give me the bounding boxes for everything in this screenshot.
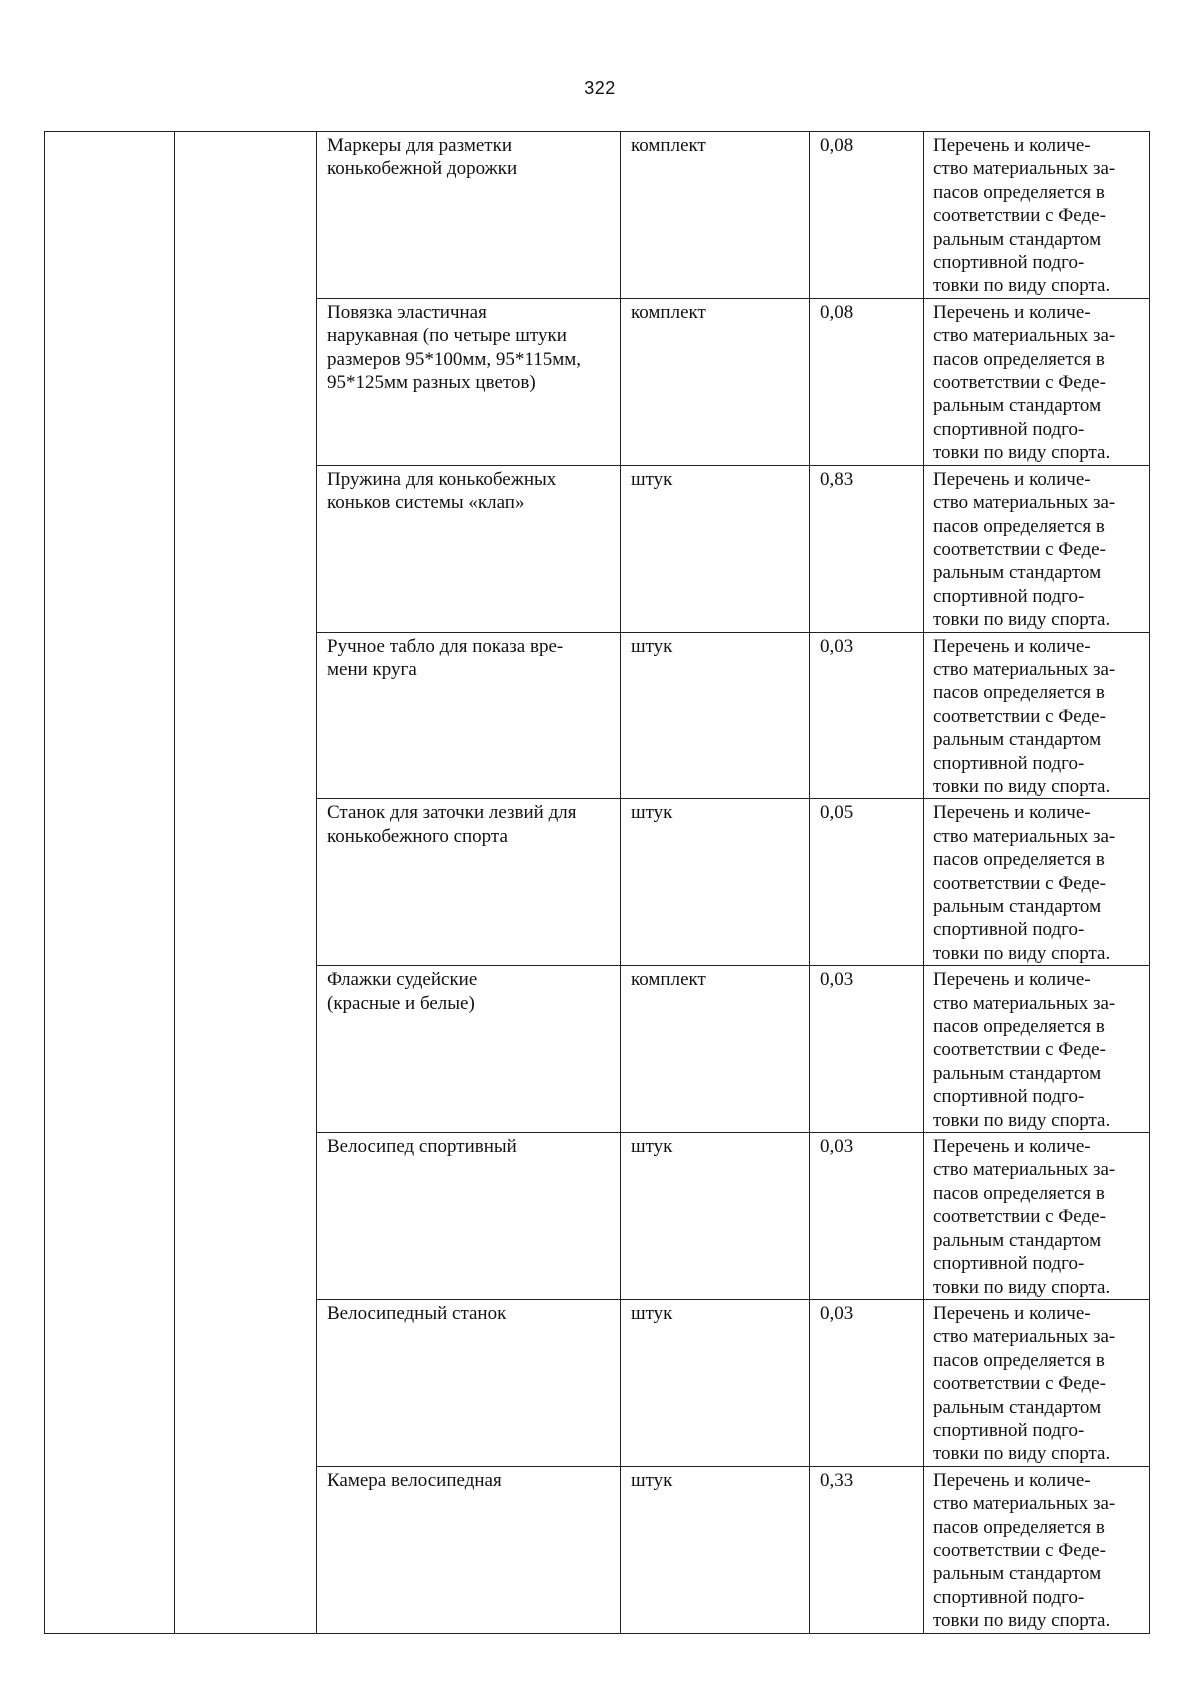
note-line: товки по виду спорта. — [933, 1443, 1111, 1465]
note-line: соответствии с Феде- — [933, 372, 1106, 394]
note-line: спортивной подго- — [933, 919, 1085, 941]
note-line: соответствии с Феде- — [933, 1039, 1106, 1061]
note-line: ральным стандартом — [933, 1229, 1102, 1251]
note-line: ство материальных за- — [933, 492, 1116, 514]
table-body — [45, 132, 1150, 1634]
unit-cell — [621, 1466, 810, 1633]
table-row — [45, 132, 1150, 299]
note-line: спортивной подго- — [933, 585, 1085, 607]
note-line: ральным стандартом — [933, 896, 1102, 917]
item-name-cell — [317, 298, 621, 465]
note-line: соответствии с Феде- — [933, 1539, 1106, 1561]
note-line: спортивной подго- — [933, 252, 1085, 274]
quantity-cell — [810, 1133, 924, 1300]
unit-cell — [621, 799, 810, 966]
note-line: ральным стандартом — [933, 1563, 1102, 1585]
quantity-cell — [810, 298, 924, 465]
item-name-cell — [317, 1133, 621, 1300]
note-line: ральным стандартом — [933, 1396, 1102, 1418]
quantity-cell — [810, 132, 924, 299]
unit-cell — [621, 632, 810, 799]
quantity-cell — [810, 1466, 924, 1633]
item-name-cell — [317, 132, 621, 299]
unit-cell — [621, 465, 810, 632]
item-name-line: Велосипед спортивный — [327, 1136, 517, 1158]
note-line: пасов определяется в — [933, 515, 1105, 537]
note-line: соответствии с Феде- — [933, 205, 1106, 227]
unit-text: штук — [631, 1469, 673, 1491]
quantity-value: 0,03 — [820, 1136, 854, 1158]
unit-cell — [621, 298, 810, 465]
quantity-value: 0,08 — [820, 135, 854, 156]
item-name-line: Камера велосипедная — [327, 1469, 502, 1491]
quantity-cell — [810, 1299, 924, 1466]
item-name-line: конькобежной дорожки — [327, 158, 518, 180]
note-line: соответствии с Феде- — [933, 1373, 1106, 1395]
unit-text: комплект — [631, 969, 706, 991]
unit-text: штук — [631, 1136, 673, 1158]
note-line: товки по виду спорта. — [933, 442, 1111, 464]
quantity-value: 0,33 — [820, 1469, 854, 1491]
note-line: пасов определяется в — [933, 1349, 1105, 1371]
note-line: товки по виду спорта. — [933, 1610, 1111, 1632]
note-line: ство материальных за- — [933, 1326, 1116, 1348]
note-line: ство материальных за- — [933, 1493, 1116, 1515]
item-name-line: Пружина для конькобежных — [327, 468, 557, 490]
unit-cell — [621, 1133, 810, 1300]
note-line: спортивной подго- — [933, 1419, 1085, 1441]
note-line: Перечень и количе- — [933, 1302, 1091, 1324]
quantity-value: 0,05 — [820, 802, 854, 824]
unit-text: комплект — [631, 301, 706, 323]
note-line: спортивной подго- — [933, 1253, 1085, 1275]
note-cell — [924, 465, 1150, 632]
item-name-cell — [317, 465, 621, 632]
note-line: ство материальных за- — [933, 992, 1116, 1014]
note-line: ральным стандартом — [933, 729, 1102, 751]
item-name-line: (красные и белые) — [327, 992, 475, 1014]
quantity-cell — [810, 632, 924, 799]
note-line: Перечень и количе- — [933, 1136, 1091, 1158]
note-cell — [924, 799, 1150, 966]
note-cell — [924, 298, 1150, 465]
note-line: спортивной подго- — [933, 1086, 1085, 1108]
note-line: товки по виду спорта. — [933, 609, 1111, 631]
quantity-cell — [810, 966, 924, 1133]
note-line: соответствии с Феде- — [933, 705, 1106, 727]
note-line: Перечень и количе- — [933, 135, 1091, 156]
note-line: ральным стандартом — [933, 228, 1102, 250]
quantity-value: 0,03 — [820, 1302, 854, 1324]
quantity-value: 0,03 — [820, 635, 854, 657]
unit-cell — [621, 1299, 810, 1466]
note-line: соответствии с Феде- — [933, 538, 1106, 560]
note-line: пасов определяется в — [933, 849, 1105, 871]
note-line: Перечень и количе- — [933, 1469, 1091, 1491]
note-cell — [924, 1133, 1150, 1300]
note-cell — [924, 1466, 1150, 1633]
quantity-cell — [810, 799, 924, 966]
merged-empty-cell-left — [45, 132, 175, 1634]
note-line: Перечень и количе- — [933, 969, 1091, 991]
note-cell — [924, 966, 1150, 1133]
item-name-cell — [317, 799, 621, 966]
merged-empty-cell-middle — [175, 132, 317, 1634]
quantity-value: 0,83 — [820, 468, 854, 490]
item-name-line: Велосипедный станок — [327, 1302, 507, 1324]
item-name-line: размеров 95*100мм, 95*115мм, — [327, 348, 581, 370]
note-line: Перечень и количе- — [933, 301, 1091, 323]
note-line: соответствии с Феде- — [933, 872, 1106, 894]
item-name-line: конькобежного спорта — [327, 825, 508, 847]
unit-text: комплект — [631, 135, 706, 156]
note-line: ральным стандартом — [933, 1062, 1102, 1084]
quantity-value: 0,08 — [820, 301, 854, 323]
note-cell — [924, 1299, 1150, 1466]
item-name-line: мени круга — [327, 658, 417, 680]
unit-text: штук — [631, 468, 673, 490]
unit-cell — [621, 132, 810, 299]
note-line: пасов определяется в — [933, 181, 1105, 203]
note-line: ральным стандартом — [933, 395, 1102, 417]
item-name-line: нарукавная (по четыре штуки — [327, 325, 567, 347]
note-line: товки по виду спорта. — [933, 942, 1111, 964]
note-line: спортивной подго- — [933, 418, 1085, 440]
item-name-cell — [317, 632, 621, 799]
note-line: спортивной подго- — [933, 1586, 1085, 1608]
item-name-line: коньков системы «клап» — [327, 492, 525, 514]
item-name-line: Станок для заточки лезвий для — [327, 802, 577, 824]
note-line: спортивной подго- — [933, 752, 1085, 774]
note-line: соответствии с Феде- — [933, 1206, 1106, 1228]
note-line: пасов определяется в — [933, 1016, 1105, 1038]
item-name-cell — [317, 1299, 621, 1466]
item-name-line: Ручное табло для показа вре- — [327, 635, 564, 657]
unit-text: штук — [631, 635, 673, 657]
unit-cell — [621, 966, 810, 1133]
item-name-line: Маркеры для разметки — [327, 135, 512, 156]
note-line: ство материальных за- — [933, 325, 1116, 347]
note-line: Перечень и количе- — [933, 802, 1091, 824]
item-name-line: Флажки судейские — [327, 969, 478, 991]
note-line: товки по виду спорта. — [933, 775, 1111, 797]
note-cell — [924, 132, 1150, 299]
equipment-table — [44, 131, 1150, 1634]
note-line: Перечень и количе- — [933, 635, 1091, 657]
note-line: ство материальных за- — [933, 158, 1116, 180]
note-line: товки по виду спорта. — [933, 275, 1111, 297]
item-name-cell — [317, 1466, 621, 1633]
item-name-line: 95*125мм разных цветов) — [327, 372, 536, 394]
note-line: ство материальных за- — [933, 1159, 1116, 1181]
page-number: 322 — [584, 78, 616, 98]
note-cell — [924, 632, 1150, 799]
quantity-value: 0,03 — [820, 969, 854, 991]
note-line: ство материальных за- — [933, 825, 1116, 847]
note-line: пасов определяется в — [933, 1516, 1105, 1538]
note-line: ральным стандартом — [933, 562, 1102, 584]
note-line: пасов определяется в — [933, 1182, 1105, 1204]
note-line: товки по виду спорта. — [933, 1109, 1111, 1131]
unit-text: штук — [631, 802, 673, 824]
item-name-cell — [317, 966, 621, 1133]
quantity-cell — [810, 465, 924, 632]
item-name-line: Повязка эластичная — [327, 301, 487, 323]
note-line: ство материальных за- — [933, 658, 1116, 680]
note-line: Перечень и количе- — [933, 468, 1091, 490]
note-line: пасов определяется в — [933, 682, 1105, 704]
unit-text: штук — [631, 1302, 673, 1324]
note-line: товки по виду спорта. — [933, 1276, 1111, 1298]
note-line: пасов определяется в — [933, 348, 1105, 370]
